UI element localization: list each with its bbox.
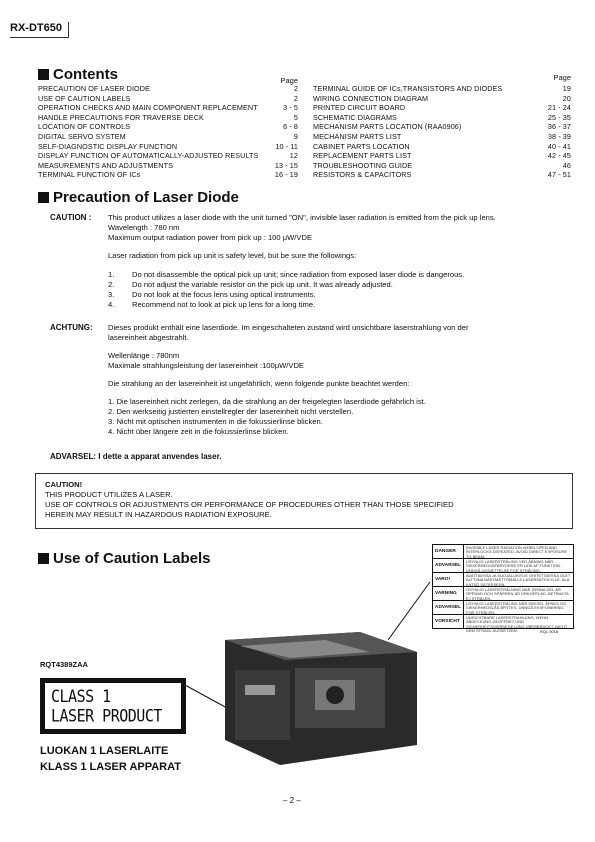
precaution-list-item xyxy=(108,300,578,310)
toc-entry xyxy=(38,113,298,123)
safety-text: Laser radiation from pick up unit is safety level, but be sure the followings: xyxy=(108,251,357,260)
toc-entry-label: USE OF CAUTION LABELS xyxy=(38,93,131,103)
contents-heading xyxy=(38,66,118,83)
warning-text: OSYNLIG LASERSTRÅLNING NÄR DENNA DEL ÄR ÖPPNAD OCH SPÄRREN ÄR URKOPPLAD. BETRAKTA EJ STRÅLEN. xyxy=(466,587,569,601)
toc-entry xyxy=(38,122,298,132)
toc-entry-page: 2 xyxy=(293,93,298,103)
warning-text: INVISIBLE LASER RADIATION WHEN OPEN AND INTERLOCKS DEFEATED. AVOID DIRECT EXPOSURE TO BEAM. xyxy=(466,545,568,559)
toc-entry-label: OPERATION CHECKS AND MAIN COMPONENT REPLACEMENT xyxy=(38,103,258,113)
caution-box-line: THIS PRODUCT UTILIZES A LASER. xyxy=(45,490,173,499)
toc-entry-page: 40 - 41 xyxy=(547,141,571,151)
achtung-label: ACHTUNG: xyxy=(50,323,93,332)
toc-entry-label: DIGITAL SERVO SYSTEM xyxy=(38,131,126,141)
max-power-text: Maximum output radiation power from pick up : 100 μW/VDE xyxy=(108,233,313,242)
caution-box-title: CAUTION! xyxy=(45,480,83,489)
caution-box xyxy=(35,473,573,529)
precaution-heading xyxy=(38,189,239,206)
class-line-2: LASER PRODUCT xyxy=(51,705,162,727)
bullet-square-icon xyxy=(38,192,49,203)
contents-title: Contents xyxy=(53,66,118,83)
precaution-list-item xyxy=(108,290,578,300)
part-number: RQT4389ZAA xyxy=(40,660,88,669)
toc-entry-page: 13 - 15 xyxy=(274,160,298,170)
list-number: 2. xyxy=(108,280,115,289)
warning-text: UNSICHTBARE LASERSTRAHLUNG, WENN ABDECKUNG GEÖFFNET UND SICHERHEITSVERRIEGELUNG ÜBERBRÜCKT. NICHT DEM STRAHL AUSSETZEN. xyxy=(466,615,568,634)
max-strahl-text: Maximale strahlungsleistung der lasereinheit :100μW/VDE xyxy=(108,361,304,370)
toc-entry-label: REPLACEMENT PARTS LIST xyxy=(313,151,412,161)
toc-entry-page: 36 - 37 xyxy=(547,122,571,132)
toc-entry-page: 25 - 35 xyxy=(547,112,571,122)
toc-entry xyxy=(313,151,571,161)
achtung-list-item: 3. Nicht mit optischen instrumenten in die fokussierlinse blicken. xyxy=(108,417,323,426)
device-disc-spindle xyxy=(326,686,344,704)
precaution-list xyxy=(108,270,578,310)
toc-entry-label: SELF-DIAGNOSTIC DISPLAY FUNCTION xyxy=(38,141,178,151)
luokan-text xyxy=(40,743,181,775)
warning-text: USYNLIG LASERSTRÅLING NÅR DEKSEL ÅPNES OG SIKKERHEDSLÅS BRYTES. UNNGÅ EKSPONERING FOR STRÅLEN. xyxy=(466,601,567,615)
toc-entry-page: 16 - 19 xyxy=(274,170,298,180)
toc-entry xyxy=(38,132,298,142)
toc-entry-page: 46 xyxy=(562,160,571,170)
warning-word: ADVARSEL xyxy=(433,559,464,572)
toc-entry-label: PRINTED CIRCUIT BOARD xyxy=(313,103,406,113)
achtung-list-item: 2. Den werkseitig justierten einstellregler der lasereinheit nicht verstellen. xyxy=(108,407,354,416)
toc-entry-label: CABINET PARTS LOCATION xyxy=(313,141,410,151)
toc-page-header-right: Page xyxy=(553,73,571,82)
toc-entry-label: TERMINAL GUIDE OF ICs,TRANSISTORS AND DIODES xyxy=(313,84,503,93)
bullet-square-icon xyxy=(38,553,49,564)
advarsel-text: ADVARSEL: I dette a apparat anvendes laser. xyxy=(50,452,222,461)
klass-line: KLASS 1 LASER APPARAT xyxy=(40,761,181,773)
list-number: 3. xyxy=(108,290,115,299)
toc-entry-page: 38 - 39 xyxy=(547,131,571,141)
toc-entry-page: 3 - 5 xyxy=(283,103,298,113)
toc-entry xyxy=(313,103,571,113)
toc-left-column xyxy=(38,84,298,180)
precaution-list-item xyxy=(108,280,578,290)
warning-word: VORSICHT xyxy=(433,615,464,628)
labels-title: Use of Caution Labels xyxy=(53,550,211,567)
caution-box-line: USE OF CONTROLS OR ADJUSTMENTS OR PERFORMANCE OF PROCEDURES OTHER THAN THOSE SPECIFIED xyxy=(45,500,454,509)
warning-row xyxy=(433,545,573,559)
toc-page-header-left: Page xyxy=(280,76,298,85)
toc-entry xyxy=(313,122,571,132)
toc-entry-page: 12 xyxy=(289,151,298,161)
toc-entry xyxy=(38,94,298,104)
device-detail xyxy=(245,685,275,695)
list-number: 4. xyxy=(108,300,115,309)
toc-right-column xyxy=(313,84,571,180)
callout-line xyxy=(388,582,430,640)
toc-entry xyxy=(313,161,571,171)
warning-word: DANGER xyxy=(433,545,464,558)
caution-line: This product utilizes a laser diode with the unit turned "ON", invisible laser radiation is emitted from the pick up lens. xyxy=(108,213,496,222)
toc-entry-page: 6 - 8 xyxy=(283,122,298,132)
toc-entry xyxy=(38,151,298,161)
achtung-line: Dieses produkt enthält eine laserdiode. Im eingeschalteten zustand wird unsichtbare laserstrahlung von der xyxy=(108,323,469,332)
callout-line xyxy=(185,685,227,708)
caution-label: CAUTION : xyxy=(50,213,92,222)
achtung-line: lasereinheit abgestrahlt. xyxy=(108,333,189,342)
page-number: – 2 – xyxy=(283,796,301,805)
achtung-list xyxy=(108,397,578,437)
toc-entry-label: WIRING CONNECTION DIAGRAM xyxy=(313,93,429,103)
toc-entry-label: TROUBLESHOOTING GUIDE xyxy=(313,160,413,170)
toc-entry-page: 10 - 11 xyxy=(275,141,298,151)
label-code: RQL 0016 xyxy=(540,629,559,634)
toc-entry-page: 2 xyxy=(293,84,298,93)
toc-entry-page: 9 xyxy=(293,131,298,141)
toc-entry-label: SCHEMATIC DIAGRAMS xyxy=(313,112,397,122)
toc-entry xyxy=(38,103,298,113)
toc-entry-label: LOCATION OF CONTROLS xyxy=(38,122,131,132)
toc-entry xyxy=(313,132,571,142)
toc-entry-label: TERMINAL FUNCTION OF ICs xyxy=(38,170,141,180)
model-number: RX-DT650 xyxy=(10,22,69,38)
achtung-text xyxy=(108,323,578,437)
toc-entry xyxy=(38,170,298,180)
toc-entry-page: 5 xyxy=(293,112,298,122)
list-text: Do not disassemble the optical pick up unit; since radiation from exposed laser diode is dangerous. xyxy=(132,270,465,279)
toc-entry-page: 21 - 24 xyxy=(547,103,571,113)
achtung-list-item: 1. Die lasereinheit nicht zerlegen, da die strahlung an der freigelegten laserdiode gefährlich ist. xyxy=(108,397,426,406)
toc-entry xyxy=(313,170,571,180)
wavelength-text: Wavelength : 780 nm xyxy=(108,223,180,232)
list-text: Recommend not to look at pick up lens for a long time. xyxy=(132,300,316,309)
warning-word: VARNING xyxy=(433,587,464,600)
class-1-label xyxy=(40,678,186,734)
device-panel xyxy=(235,670,290,740)
toc-entry-page: 42 - 45 xyxy=(547,151,571,161)
toc-entry-label: PRECAUTION OF LASER DIODE xyxy=(38,84,150,93)
toc-entry xyxy=(313,84,571,94)
warning-word: VARO! xyxy=(433,573,464,586)
precaution-title: Precaution of Laser Diode xyxy=(53,189,239,206)
toc-entry-label: MECHANISM PARTS LIST xyxy=(313,131,402,141)
caution-box-line: HEREIN MAY RESULT IN HAZARDOUS RADIATION EXPOSURE. xyxy=(45,510,272,519)
toc-entry-page: 20 xyxy=(562,93,571,103)
list-text: Do not adjust the variable resistor on the pick up unit. It was already adjusted. xyxy=(132,280,393,289)
toc-entry xyxy=(38,161,298,171)
precaution-list-item xyxy=(108,270,578,280)
ungefahrlich-text: Die strahlung an der lasereinheit ist ungefährlich, wenn folgende punkte beachtet werden: xyxy=(108,379,410,388)
list-text: Do not look at the focus lens using optical instruments. xyxy=(132,290,316,299)
toc-entry xyxy=(313,113,571,123)
achtung-list-item: 4. Nicht über längere zeit in die fokussierlinse blicken. xyxy=(108,427,289,436)
toc-entry-label: DISPLAY FUNCTION OF AUTOMATICALLY-ADJUSTED RESULTS xyxy=(38,151,259,161)
bullet-square-icon xyxy=(38,69,49,80)
device-photo xyxy=(185,560,585,780)
caution-text xyxy=(108,213,578,310)
toc-entry xyxy=(313,142,571,152)
wellenlange-text: Wellenlänge : 780nm xyxy=(108,351,180,360)
toc-entry-page: 47 - 51 xyxy=(547,170,571,180)
toc-entry-label: MECHANISM PARTS LOCATION (RAA0906) xyxy=(313,122,462,132)
toc-entry xyxy=(38,142,298,152)
warning-word: ADVARSEL xyxy=(433,601,464,614)
class-line-1: CLASS 1 xyxy=(51,685,111,707)
toc-entry xyxy=(38,84,298,94)
toc-entry xyxy=(313,94,571,104)
warning-text: USYNLIG LASERSTRÅLING VED ÅBNING NÅR SIKKERHEDSAFBRYDERE ER UDE AF FUNKTION. UNDGÅ UDSÆTTELSE FOR STRÅLING. xyxy=(466,559,562,573)
toc-entry-page: 19 xyxy=(562,84,571,93)
toc-entry-label: MEASUREMENTS AND ADJUSTMENTS xyxy=(38,160,173,170)
list-number: 1. xyxy=(108,270,115,279)
warning-text: AVATTAESSA JA SUOJALUKITUS OHITETTAESSA OLET ALTTIINA NÄKYMÄTTÖMÄLLE LASERSÄTEILYLLE. ÄLÄ KATSO SÄTEESEEN. xyxy=(466,573,571,587)
toc-entry-label: RESISTORS & CAPACITORS xyxy=(313,170,412,180)
luokan-line: LUOKAN 1 LASERLAITE xyxy=(40,745,169,757)
toc-entry-label: HANDLE PRECAUTIONS FOR TRAVERSE DECK xyxy=(38,112,204,122)
